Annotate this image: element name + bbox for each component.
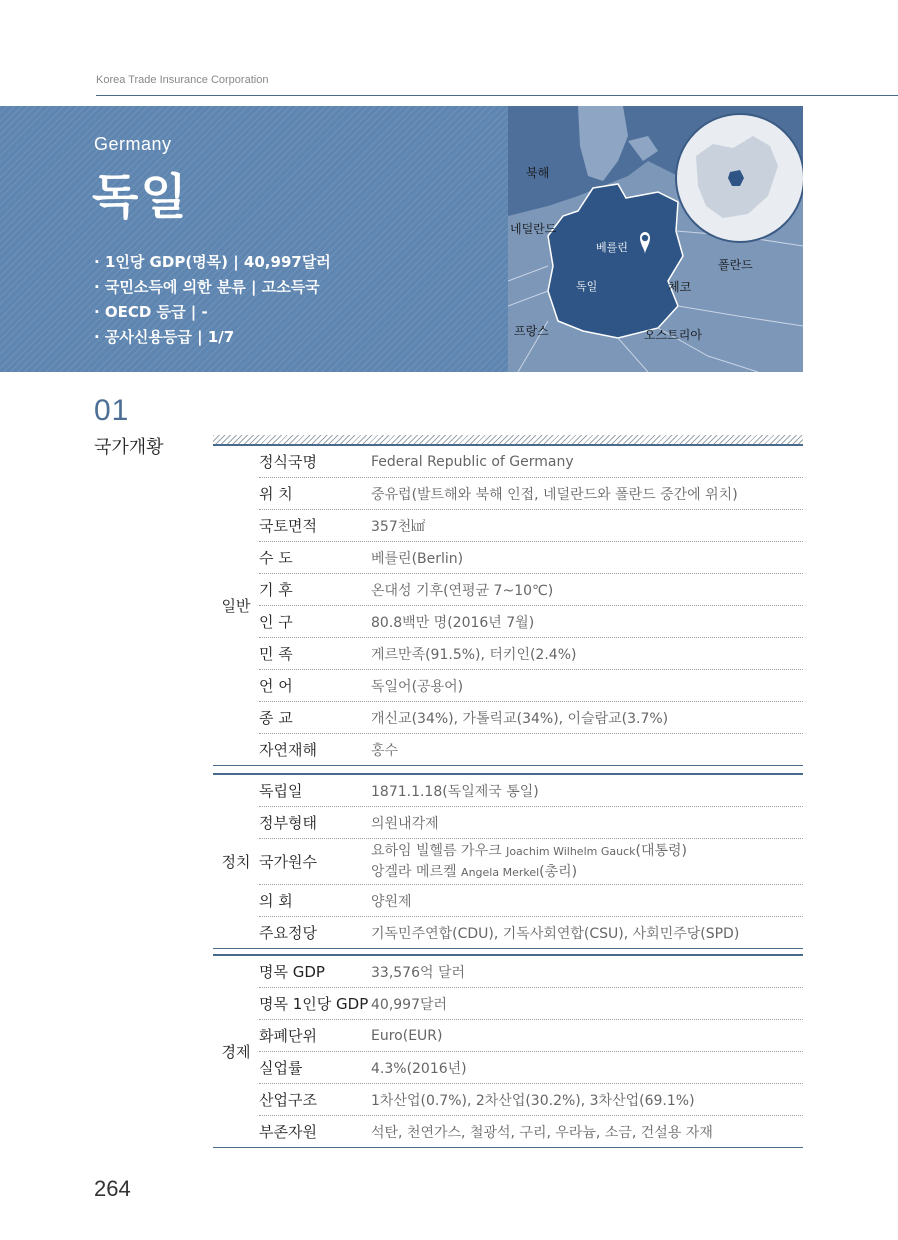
- row-label: 민 족: [259, 645, 293, 663]
- section-title: 국가개황: [94, 437, 164, 458]
- row-value: 357천㎢: [371, 518, 426, 535]
- row-label: 화폐단위: [259, 1027, 317, 1045]
- group-category: 경제: [221, 1043, 251, 1061]
- table-row: [259, 1116, 803, 1147]
- country-banner: [0, 106, 508, 372]
- row-label: 국토면적: [259, 517, 317, 535]
- row-value: 80.8백만 명(2016년 7월): [371, 614, 535, 631]
- page-number: 264: [94, 1176, 131, 1201]
- table-row: [259, 734, 803, 765]
- row-label: 언 어: [259, 677, 293, 695]
- header-corp-name: Korea Trade Insurance Corporation: [96, 74, 269, 86]
- row-label: 명목 GDP: [259, 963, 325, 981]
- row-value: Euro(EUR): [371, 1027, 443, 1044]
- row-value: [371, 841, 803, 883]
- table-row: [259, 670, 803, 702]
- table-row: [259, 839, 803, 885]
- table-row: [259, 574, 803, 606]
- row-label: 국가원수: [259, 853, 317, 871]
- header-rule: [96, 95, 898, 96]
- table-row: [259, 885, 803, 917]
- country-name-ko: 독일: [92, 169, 189, 225]
- map-label-austria: 오스트리아: [644, 328, 702, 342]
- row-value: 의원내각제: [371, 815, 439, 832]
- map-label-netherlands: 네덜란드: [510, 222, 557, 236]
- table-row: [259, 1020, 803, 1052]
- germany-map: [508, 106, 803, 372]
- row-value: 1차산업(0.7%), 2차산업(30.2%), 3차산업(69.1%): [371, 1092, 695, 1109]
- europe-inset-globe: [676, 114, 803, 242]
- row-value: 베를린(Berlin): [371, 550, 464, 567]
- table-row: [259, 917, 803, 948]
- table-row: [259, 1052, 803, 1084]
- row-label: 정부형태: [259, 814, 317, 832]
- row-label: 의 회: [259, 892, 293, 910]
- table-row: [259, 775, 803, 807]
- map-label-berlin: 베를린: [596, 241, 628, 254]
- row-label: 인 구: [259, 613, 293, 631]
- table-row: [259, 510, 803, 542]
- group-economy: [213, 954, 803, 1148]
- group-general: [213, 444, 803, 766]
- row-value: 개신교(34%), 가톨릭교(34%), 이슬람교(3.7%): [371, 710, 669, 727]
- row-value: 1871.1.18(독일제국 통일): [371, 783, 539, 800]
- row-value: 게르만족(91.5%), 터키인(2.4%): [371, 646, 577, 663]
- row-value: Federal Republic of Germany: [371, 453, 574, 470]
- head-of-state-line: [371, 841, 803, 862]
- group-category: 일반: [221, 597, 251, 615]
- row-label: 실업률: [259, 1059, 303, 1077]
- germany-shape: [548, 184, 683, 338]
- row-value: 독일어(공용어): [371, 678, 464, 695]
- map-label-france: 프랑스: [514, 324, 549, 338]
- map-label-czech: 체코: [668, 280, 692, 294]
- table-row: [259, 446, 803, 478]
- name-en: Angela Merkel: [461, 865, 540, 879]
- row-label: 주요정당: [259, 924, 317, 942]
- table-row: [259, 1084, 803, 1116]
- row-label: 자연재해: [259, 741, 317, 759]
- fact-gdp: · 1인당 GDP(명목) | 40,997달러: [94, 253, 331, 271]
- title: (대통령): [635, 842, 687, 859]
- row-value: 양원제: [371, 893, 412, 910]
- fact-credit-rating: · 공사신용등급 | 1/7: [94, 328, 235, 346]
- section-number: 01: [94, 394, 130, 427]
- map-label-north-sea: 북해: [526, 166, 550, 180]
- row-value: 중유럽(발트해와 북해 인접, 네덜란드와 폴란드 중간에 위치): [371, 486, 738, 503]
- group-politics: [213, 773, 803, 949]
- row-label: 명목 1인당 GDP: [259, 995, 369, 1013]
- row-label: 종 교: [259, 709, 293, 727]
- key-facts: [94, 250, 331, 350]
- row-value: 온대성 기후(연평균 7~10℃): [371, 582, 554, 599]
- row-value: 기독민주연합(CDU), 기독사회연합(CSU), 사회민주당(SPD): [371, 925, 740, 942]
- country-name-en: Germany: [94, 134, 172, 154]
- table-row: [259, 542, 803, 574]
- table-row: [259, 807, 803, 839]
- head-of-government-line: [371, 862, 803, 883]
- row-value: 33,576억 달러: [371, 964, 466, 981]
- row-label: 산업구조: [259, 1091, 317, 1109]
- map-label-germany: 독일: [576, 280, 598, 293]
- fact-oecd: · OECD 등급 | -: [94, 303, 208, 321]
- section-hatch-rule: [213, 435, 803, 444]
- name-ko: 요하임 빌헬름 가우크: [371, 842, 507, 859]
- name-en: Joachim Wilhelm Gauck: [506, 844, 636, 858]
- fact-income-class: · 국민소득에 의한 분류 | 고소득국: [94, 278, 320, 296]
- row-value: 40,997달러: [371, 996, 448, 1013]
- table-row: [259, 606, 803, 638]
- map-label-poland: 폴란드: [718, 258, 753, 272]
- row-label: 수 도: [259, 549, 293, 567]
- row-label: 부존자원: [259, 1123, 317, 1141]
- name-ko: 앙겔라 메르켈: [371, 863, 462, 880]
- table-row: [259, 702, 803, 734]
- table-row: [259, 638, 803, 670]
- row-label: 정식국명: [259, 453, 317, 471]
- table-row: [259, 988, 803, 1020]
- table-row: [259, 478, 803, 510]
- row-value: 4.3%(2016년): [371, 1060, 467, 1077]
- row-value: 석탄, 천연가스, 철광석, 구리, 우라늄, 소금, 건설용 자재: [371, 1124, 713, 1141]
- row-value: 홍수: [371, 742, 399, 759]
- row-label: 독립일: [259, 782, 303, 800]
- row-label: 위 치: [259, 485, 293, 503]
- row-label: 기 후: [259, 581, 293, 599]
- table-row: [259, 956, 803, 988]
- group-category: 정치: [221, 853, 251, 871]
- title: (총리): [539, 863, 578, 880]
